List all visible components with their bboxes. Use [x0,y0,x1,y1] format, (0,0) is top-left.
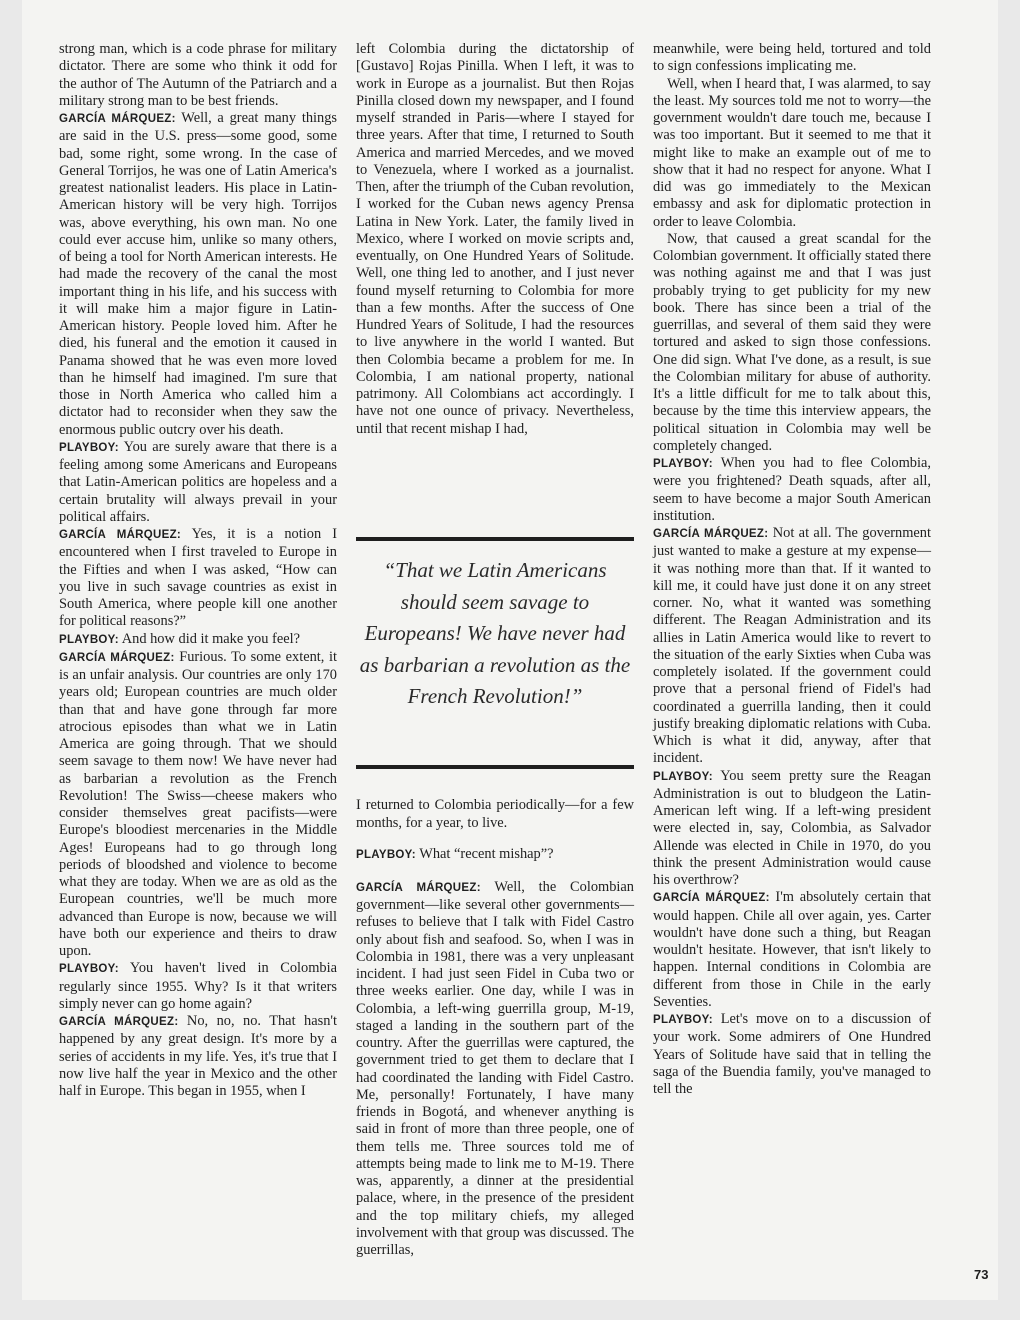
text-column-2 [356,41,634,438]
paragraph: left Colombia during the dictatorship of [Gustavo] Rojas Pinilla. When I left, it was to work in Europe as a journalist. But then Rojas Pinilla closed down my newspaper, and I found myself stranded in Paris—where I stayed for three years. After that time, I returned to South America and married Mercedes, and we moved to Venezuela, where I worked as a journalist. Then, after the triumph of the Cuban revolution, I worked for the Cuban news agency Prensa Latina in New York. Later, the family lived in Mexico, where I worked on movie scripts and, eventually, on One Hundred Years of Solitude. Well, one thing led to another, and I just never found myself returning to Colombia for more than a few months. After the success of One Hundred Years of Solitude, I had the resources to live anywhere in the world I wanted. But then Colombia became a problem for me. In Colombia, I am national property, national patrimony. All Colombians act accordingly. I have not one ounce of privacy. Nevertheless, until that recent mishap I had, [356,41,634,437]
paragraph-text: You haven't lived in Colombia regularly since 1955. Why? Is it that writers simply never can go home again? [59,960,337,1012]
paragraph [653,768,931,890]
text-column-1 [59,41,337,1100]
paragraph-text: Not at all. The government just wanted to make a gesture at my expense—it was nothing more than that. If it wanted to kill me, it could have just done it on any street corner. No, what it wanted was something different. The Reagan Administration and its allies in Latin America would like to revert to the situation of the early Sixties when Cuba was completely isolated. If the government could prove that a personal friend of Fidel's had coordinated a guerrilla landing, then it could justify breaking diplomatic relations with Cuba. Which is what it did, anyway, after that incident. [653,525,931,767]
paragraph [59,526,337,631]
paragraph-text: You are surely aware that there is a feeling among some Americans and Europeans that Latin-American politics are hopeless and a certain brutality will always prevail in your political affairs. [59,438,337,525]
pull-quote: “That we Latin Americans should seem savage to Europeans! We have never had as barbarian a revolution as the French Revolution!” [356,537,634,769]
speaker-label: PLAYBOY: [653,770,713,783]
paragraph [59,631,337,649]
speaker-label: GARCÍA MÁRQUEZ: [356,881,481,894]
paragraph [59,960,337,1013]
paragraph-text: I'm absolutely certain that would happen. Chile all over again, yes. Carter wouldn't have done such a thing, but Reagan wouldn't hesitate. However, that isn't likely to happen. Internal conditions in Colombia are different from those in Chile in the early Seventies. [653,889,931,1010]
speaker-label: GARCÍA MÁRQUEZ: [653,892,770,905]
paragraph [59,41,337,110]
paragraph [653,76,931,231]
paragraph [653,455,931,525]
paragraph-text: What “recent mishap”? [419,846,554,863]
speaker-label: PLAYBOY: [59,441,119,454]
speaker-label: GARCÍA MÁRQUEZ: [59,529,182,541]
speaker-label: PLAYBOY: [59,963,119,976]
text-column-3 [653,41,931,1098]
paragraph [59,1013,337,1100]
paragraph [356,846,634,864]
speaker-label: GARCÍA MÁRQUEZ: [59,651,175,664]
speaker-label: PLAYBOY: [356,849,416,862]
paragraph-text: Well, the Colombian government—like several other governments—refuses to believe that I talk with Fidel Castro only about fish and seafood. So, when I was in Colombia in 1981, there was a very unpleasant incident. I had just seen Fidel in Cuba two or three weeks earlier. One day, while I was in Colombia, a left-wing guerrilla group, M-19, staged a landing in the southern part of the country. After the guerrillas were captured, the government tried to get them to declare that I had coordinated the landing with Fidel Castro. Me, personally! Fortunately, I have many friends in Bogotá, and whenever anything is said in front of more than three people, one of them tells me. Three sources told me of attempts being made to link me to M-19. There was, apparently, a dinner at the presidential palace, where, in the presence of the president and the top military chiefs, my alleged involvement with that group was discussed. The guerrillas, [356,878,635,1259]
speaker-label: GARCÍA MÁRQUEZ: [653,528,769,540]
paragraph [653,1011,931,1098]
paragraph-text: Furious. To some extent, it is an unfair analysis. Our countries are only 170 years old; European countries are much older than that and have gone through far more atrocious episodes than what we in Latin America are going through. That we should seem savage to them now! We have never had as barbarian a revolution as the French Revolution! The Swiss—cheese makers who consider themselves great pacifists—were Europe's bloodiest mercenaries in the Middle Ages! Europeans had to go through long periods of bloodshed and violence to become what they are today. When we are as old as the European countries, we'll be much more advanced than Europe is now, because we will have both our experience and theirs to draw upon. [59,648,337,959]
paragraph [653,231,931,455]
paragraph-text: Well, a great many things are said in the U.S. press—some good, some bad, some right, some wrong. In the case of General Torrijos, he was one of Latin America's greatest nationalist leaders. His place in Latin-American history will be very high. Torrijos was, above everything, his own man. No one could ever accuse him, unlike so many others, of being a tool for North American interests. He had made the recovery of the canal the most important thing in his life, and his success with it will make him a major figure in Latin-American history. People loved him. After he died, his funeral and the emotion it caused in Panama showed that he was even more loved than he himself had imagined. I'm sure that those in North America who called him a dictator had to reconsider when they saw the enormous public outcry over his death. [59,110,338,438]
paragraph-text: Yes, it is a notion I encountered when I first traveled to Europe in the Fifties and when I was asked, “How can you live in such savage countries as exist in South America, where people kill one another for political reasons?” [59,526,337,630]
speaker-label: PLAYBOY: [653,1014,713,1026]
page-number: 73 [974,1267,989,1282]
speaker-label: PLAYBOY: [59,633,119,646]
paragraph [59,439,337,526]
speaker-label: GARCÍA MÁRQUEZ: [59,113,176,125]
paragraph-text: meanwhile, were being held, tortured and told to sign confessions implicating me. [653,41,931,75]
paragraph [356,879,634,1260]
speaker-label: PLAYBOY: [653,458,713,470]
paragraph [653,41,931,76]
paragraph [653,525,931,768]
paragraph-text: strong man, which is a code phrase for military dictator. There are some who think it odd for the author of The Autumn of the Patriarch and a military strong man to be best friends. [59,41,337,109]
paragraph [59,649,337,961]
paragraph [653,889,931,1011]
paragraph-text: No, no, no. That hasn't happened by any great design. It's more by a series of accidents in my life. Yes, it's true that I now live half the year in Mexico and the other half in Europe. This began in 1955, when I [59,1013,337,1099]
paragraph-text: And how did it make you feel? [121,630,300,647]
paragraph-text: I returned to Colombia periodically—for a few months, for a year, to live. [356,797,634,831]
paragraph-text: You seem pretty sure the Reagan Administration is out to bludgeon the Latin-American left wing. If a left-wing president were elected in, say, Colombia, as Salvador Allende was elected in Chile in 1970, do you think the present Administration would cause his overthrow? [653,767,931,888]
paragraph [356,797,634,832]
paragraph [59,110,337,439]
magazine-page [22,0,998,1300]
paragraph-text: Now, that caused a great scandal for the Colombian government. It officially stated there was nothing against me and that I was just probably trying to get publicity for my new book. There has since been a trial of the guerrillas, and several of them said they were tortured and asked to sign those confessions. One did sign. What I've done, as a result, is sue the Colombian military for abuse of authority. It's a little difficult for me to talk about this, because by the time this interview appears, the political situation in Colombia may well be completely changed. [653,230,931,454]
speaker-label: GARCÍA MÁRQUEZ: [59,1016,179,1028]
paragraph-text: Well, when I heard that, I was alarmed, to say the least. My sources told me not to worry—the government wouldn't dare touch me, because I was too important. But it seemed to me that it might like to make an example out of me to show that it had no respect for anyone. What I did was go immediately to the Mexican embassy and ask for diplomatic protection in order to leave Colombia. [653,75,931,230]
paragraph-text: When you had to flee Colombia, were you frightened? Death squads, after all, seem to have become a major South American institution. [653,455,931,524]
paragraph-text: Let's move on to a discussion of your work. Some admirers of One Hundred Years of Solitude have said that in telling the saga of the Buendia family, you've managed to tell the [653,1011,931,1097]
text-column-2-continued [356,783,634,1274]
